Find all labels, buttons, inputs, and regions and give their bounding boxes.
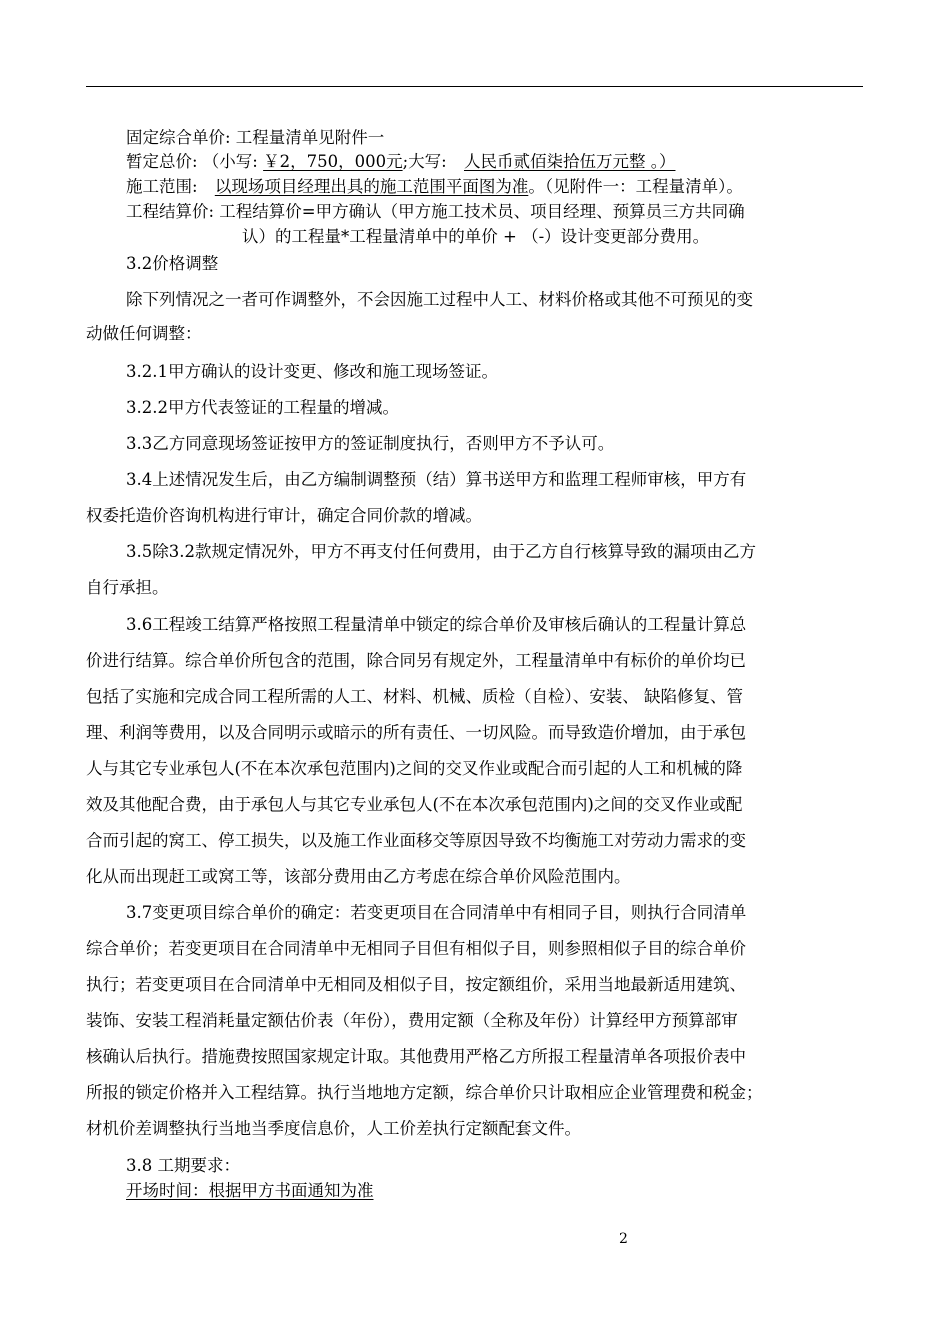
clause-3-7-line-1: 3.7变更项目综合单价的确定：若变更项目在合同清单中有相同子目，则执行合同清单	[126, 903, 747, 922]
provisional-total-figure: ￥2，750，000元	[263, 152, 403, 171]
clause-3-7-line-2: 综合单价；若变更项目在合同清单中无相同子目但有相似子目，则参照相似子目的综合单价	[86, 939, 746, 958]
clause-3-7-line-6: 所报的锁定价格并入工程结算。执行当地地方定额，综合单价只计取相应企业管理费和税金；	[86, 1083, 763, 1102]
provisional-total-line	[126, 151, 675, 173]
clause-3-5-line-1: 3.5除3.2款规定情况外，甲方不再支付任何费用，由于乙方自行核算导致的漏项由乙方	[126, 542, 756, 561]
clause-3-8-heading: 3.8 工期要求：	[126, 1156, 240, 1175]
scope-note: 。（见附件一：工程量清单）。	[528, 177, 743, 196]
header-rule	[86, 86, 863, 87]
clause-3-6-line-2: 价进行结算。综合单价所包含的范围，除合同另有规定外，工程量清单中有标价的单价均已	[86, 651, 746, 670]
section-3-2-heading: 3.2价格调整	[126, 254, 219, 273]
clause-3-2-2: 3.2.2甲方代表签证的工程量的增减。	[126, 398, 399, 417]
start-time-line: 开场时间：根据甲方书面通知为准	[126, 1181, 374, 1200]
clause-3-6-line-5: 人与其它专业承包人(不在本次承包范围内)之间的交叉作业或配合而引起的人工和机械的降	[86, 759, 743, 778]
clause-3-7-line-4: 装饰、安装工程消耗量定额估价表（年份），费用定额（全称及年份）计算经甲方预算部审	[86, 1011, 738, 1030]
provisional-total-words: 人民币贰佰柒拾伍万元整 。）	[463, 152, 676, 171]
fixed-unit-price-line: 固定综合单价: 工程量清单见附件一	[126, 128, 385, 147]
clause-3-6-line-7: 合而引起的窝工、停工损失，以及施工作业面移交等原因导致不均衡施工对劳动力需求的变	[86, 831, 746, 850]
scope-label: 施工范围:	[126, 177, 203, 196]
clause-3-2-1: 3.2.1甲方确认的设计变更、修改和施工现场签证。	[126, 362, 498, 381]
clause-3-4-line-1: 3.4上述情况发生后，由乙方编制调整预（结）算书送甲方和监理工程师审核，甲方有	[126, 470, 747, 489]
clause-3-4-line-2: 权委托造价咨询机构进行审计，确定合同价款的增减。	[86, 506, 482, 525]
clause-3-5-line-2: 自行承担。	[86, 578, 169, 597]
settlement-price-line-2: 认）的工程量*工程量清单中的单价 + （-）设计变更部分费用。	[242, 227, 710, 246]
clause-3-6-line-6: 效及其他配合费，由于承包人与其它专业承包人(不在本次承包范围内)之间的交叉作业或配	[86, 795, 743, 814]
para-adjust-line-2: 动做任何调整：	[86, 324, 202, 343]
clause-3-6-line-1: 3.6工程竣工结算严格按照工程量清单中锁定的综合单价及审核后确认的工程量计算总	[126, 615, 747, 634]
page-number: 2	[619, 1231, 628, 1247]
para-adjust-line-1: 除下列情况之一者可作调整外，不会因施工过程中人工、材料价格或其他不可预见的变	[126, 290, 753, 309]
scope-value: 以现场项目经理出具的施工范围平面图为准	[214, 177, 529, 196]
clause-3-7-line-3: 执行；若变更项目在合同清单中无相同及相似子目，按定额组价，采用当地最新适用建筑、	[86, 975, 746, 994]
clause-3-3: 3.3乙方同意现场签证按甲方的签证制度执行，否则甲方不予认可。	[126, 434, 615, 453]
capital-label: ;大写:	[402, 152, 452, 171]
clause-3-6-line-3: 包括了实施和完成合同工程所需的人工、材料、机械、质检（自检）、安装、 缺陷修复、管	[86, 687, 743, 706]
clause-3-7-line-7: 材机价差调整执行当地当季度信息价，人工价差执行定额配套文件。	[86, 1119, 581, 1138]
construction-scope-line	[126, 176, 743, 198]
clause-3-7-line-5: 核确认后执行。措施费按照国家规定计取。其他费用严格乙方所报工程量清单各项报价表中	[86, 1047, 746, 1066]
settlement-price-line-1: 工程结算价: 工程结算价=甲方确认（甲方施工技术员、项目经理、预算员三方共同确	[126, 202, 745, 221]
clause-3-6-line-8: 化从而出现赶工或窝工等，该部分费用由乙方考虑在综合单价风险范围内。	[86, 867, 631, 886]
clause-3-6-line-4: 理、利润等费用，以及合同明示或暗示的所有责任、一切风险。而导致造价增加，由于承包	[86, 723, 746, 742]
provisional-total-label: 暂定总价: （小写:	[126, 152, 264, 171]
